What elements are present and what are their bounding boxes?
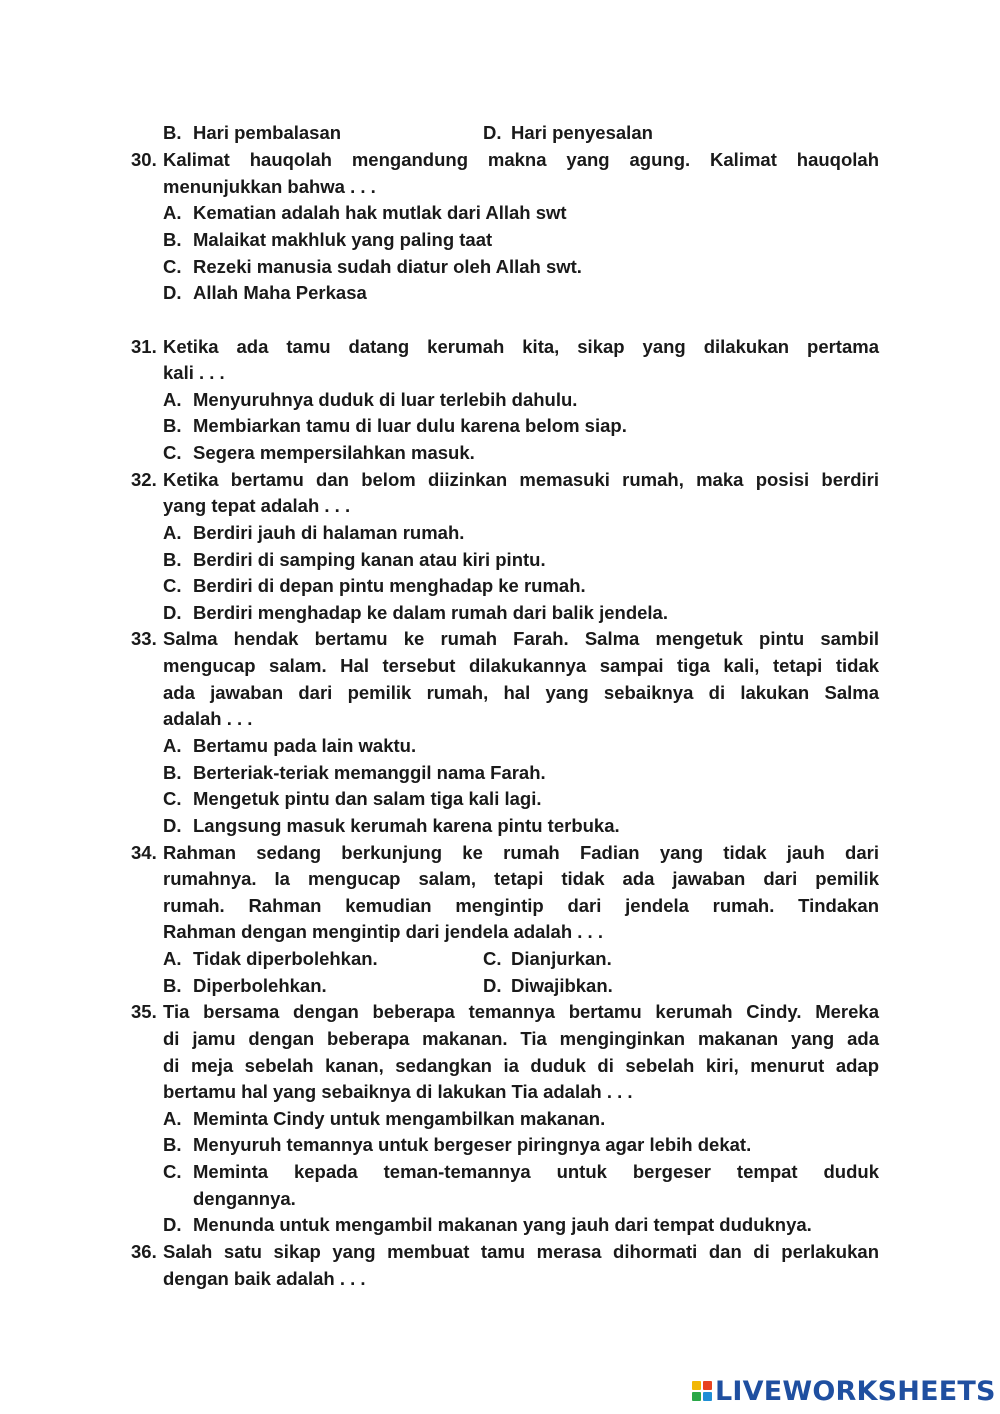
question-text: menunjukkan bahwa . . .: [163, 176, 376, 197]
question-text: Tia bersama dengan beberapa temannya bertamu kerumah Cindy. Mereka: [163, 1001, 879, 1022]
option-text: Berdiri di samping kanan atau kiri pintu.: [193, 549, 546, 570]
option-text: Meminta Cindy untuk mengambilkan makanan.: [193, 1108, 606, 1129]
option-letter: D.: [163, 1214, 182, 1235]
option-letter: D.: [163, 282, 182, 303]
option-text: Meminta kepada teman-temannya untuk bergeser tempat duduk: [193, 1161, 879, 1182]
question-text: yang tepat adalah . . .: [163, 495, 351, 516]
option-letter: A.: [163, 948, 182, 969]
option-text: Allah Maha Perkasa: [193, 282, 367, 303]
option-text: Diwajibkan.: [511, 975, 613, 996]
option-letter: B.: [163, 122, 182, 143]
option-letter: C.: [163, 442, 182, 463]
question-text: rumah. Rahman kemudian mengintip dari jendela rumah. Tindakan: [163, 895, 879, 916]
option-letter: B.: [163, 229, 182, 250]
option-letter: B.: [163, 975, 182, 996]
question-text: bertamu hal yang sebaiknya di lakukan Tia adalah . . .: [163, 1081, 633, 1102]
liveworksheets-logo-icon: [692, 1381, 712, 1401]
question-text: Rahman sedang berkunjung ke rumah Fadian yang tidak jauh dari: [163, 842, 879, 863]
option-text: Berdiri jauh di halaman rumah.: [193, 522, 465, 543]
question-text: Salah satu sikap yang membuat tamu merasa dihormati dan di perlakukan: [163, 1241, 879, 1262]
option-letter: B.: [163, 549, 182, 570]
question-text: adalah . . .: [163, 708, 253, 729]
option-text: Berdiri di depan pintu menghadap ke rumah.: [193, 575, 586, 596]
option-text: Hari penyesalan: [511, 122, 653, 143]
option-letter: B.: [163, 762, 182, 783]
option-text-continued: dengannya.: [193, 1188, 296, 1209]
question-text: Salma hendak bertamu ke rumah Farah. Salma mengetuk pintu sambil: [163, 628, 879, 649]
option-text: Hari pembalasan: [193, 122, 342, 143]
question-number: 36.: [131, 1241, 157, 1262]
question-number: 31.: [131, 336, 157, 357]
option-text: Membiarkan tamu di luar dulu karena belom siap.: [193, 415, 627, 436]
option-letter: A.: [163, 735, 182, 756]
logo-text: LIVEWORKSHEETS: [715, 1375, 996, 1407]
option-text: Berteriak-teriak memanggil nama Farah.: [193, 762, 546, 783]
option-text: Rezeki manusia sudah diatur oleh Allah swt.: [193, 256, 582, 277]
option-text: Berdiri menghadap ke dalam rumah dari balik jendela.: [193, 602, 668, 623]
option-letter: A.: [163, 522, 182, 543]
option-text: Kematian adalah hak mutlak dari Allah swt: [193, 202, 567, 223]
option-text: Menunda untuk mengambil makanan yang jauh dari tempat duduknya.: [193, 1214, 812, 1235]
liveworksheets-logo: [692, 1376, 996, 1406]
option-letter: C.: [163, 575, 182, 596]
option-letter: A.: [163, 1108, 182, 1129]
question-number: 34.: [131, 842, 157, 863]
option-letter: D.: [483, 122, 502, 143]
question-text: Ketika bertamu dan belom diizinkan memasuki rumah, maka posisi berdiri: [163, 469, 879, 490]
option-letter: C.: [163, 1161, 182, 1182]
option-letter: D.: [163, 602, 182, 623]
question-text: Ketika ada tamu datang kerumah kita, sikap yang dilakukan pertama: [163, 336, 879, 357]
option-text: Diperbolehkan.: [193, 975, 327, 996]
question-text: Kalimat hauqolah mengandung makna yang agung. Kalimat hauqolah: [163, 149, 879, 170]
option-text: Bertamu pada lain waktu.: [193, 735, 417, 756]
question-text: di meja sebelah kanan, sedangkan ia duduk di sebelah kiri, menurut adap: [163, 1055, 879, 1076]
question-text: ada jawaban dari pemilik rumah, hal yang sebaiknya di lakukan Salma: [163, 682, 879, 703]
question-text: Rahman dengan mengintip dari jendela adalah . . .: [163, 921, 603, 942]
question-number: 32.: [131, 469, 157, 490]
option-letter: A.: [163, 202, 182, 223]
question-text: mengucap salam. Hal tersebut dilakukannya sampai tiga kali, tetapi tidak: [163, 655, 879, 676]
option-letter: B.: [163, 1134, 182, 1155]
option-letter: C.: [163, 788, 182, 809]
question-text: kali . . .: [163, 362, 225, 383]
option-letter: C.: [163, 256, 182, 277]
option-letter: C.: [483, 948, 502, 969]
question-number: 33.: [131, 628, 157, 649]
option-text: Langsung masuk kerumah karena pintu terbuka.: [193, 815, 620, 836]
option-text: Segera mempersilahkan masuk.: [193, 442, 475, 463]
option-text: Mengetuk pintu dan salam tiga kali lagi.: [193, 788, 542, 809]
question-text: di jamu dengan beberapa makanan. Tia menginginkan makanan yang ada: [163, 1028, 879, 1049]
option-text: Dianjurkan.: [511, 948, 612, 969]
option-text: Tidak diperbolehkan.: [193, 948, 378, 969]
option-letter: D.: [483, 975, 502, 996]
option-letter: D.: [163, 815, 182, 836]
option-letter: A.: [163, 389, 182, 410]
question-text: dengan baik adalah . . .: [163, 1268, 366, 1289]
option-text: Menyuruhnya duduk di luar terlebih dahulu.: [193, 389, 578, 410]
question-text: rumahnya. Ia mengucap salam, tetapi tidak ada jawaban dari pemilik: [163, 868, 879, 889]
option-letter: B.: [163, 415, 182, 436]
option-text: Menyuruh temannya untuk bergeser piringnya agar lebih dekat.: [193, 1134, 752, 1155]
question-number: 30.: [131, 149, 157, 170]
question-number: 35.: [131, 1001, 157, 1022]
option-text: Malaikat makhluk yang paling taat: [193, 229, 493, 250]
